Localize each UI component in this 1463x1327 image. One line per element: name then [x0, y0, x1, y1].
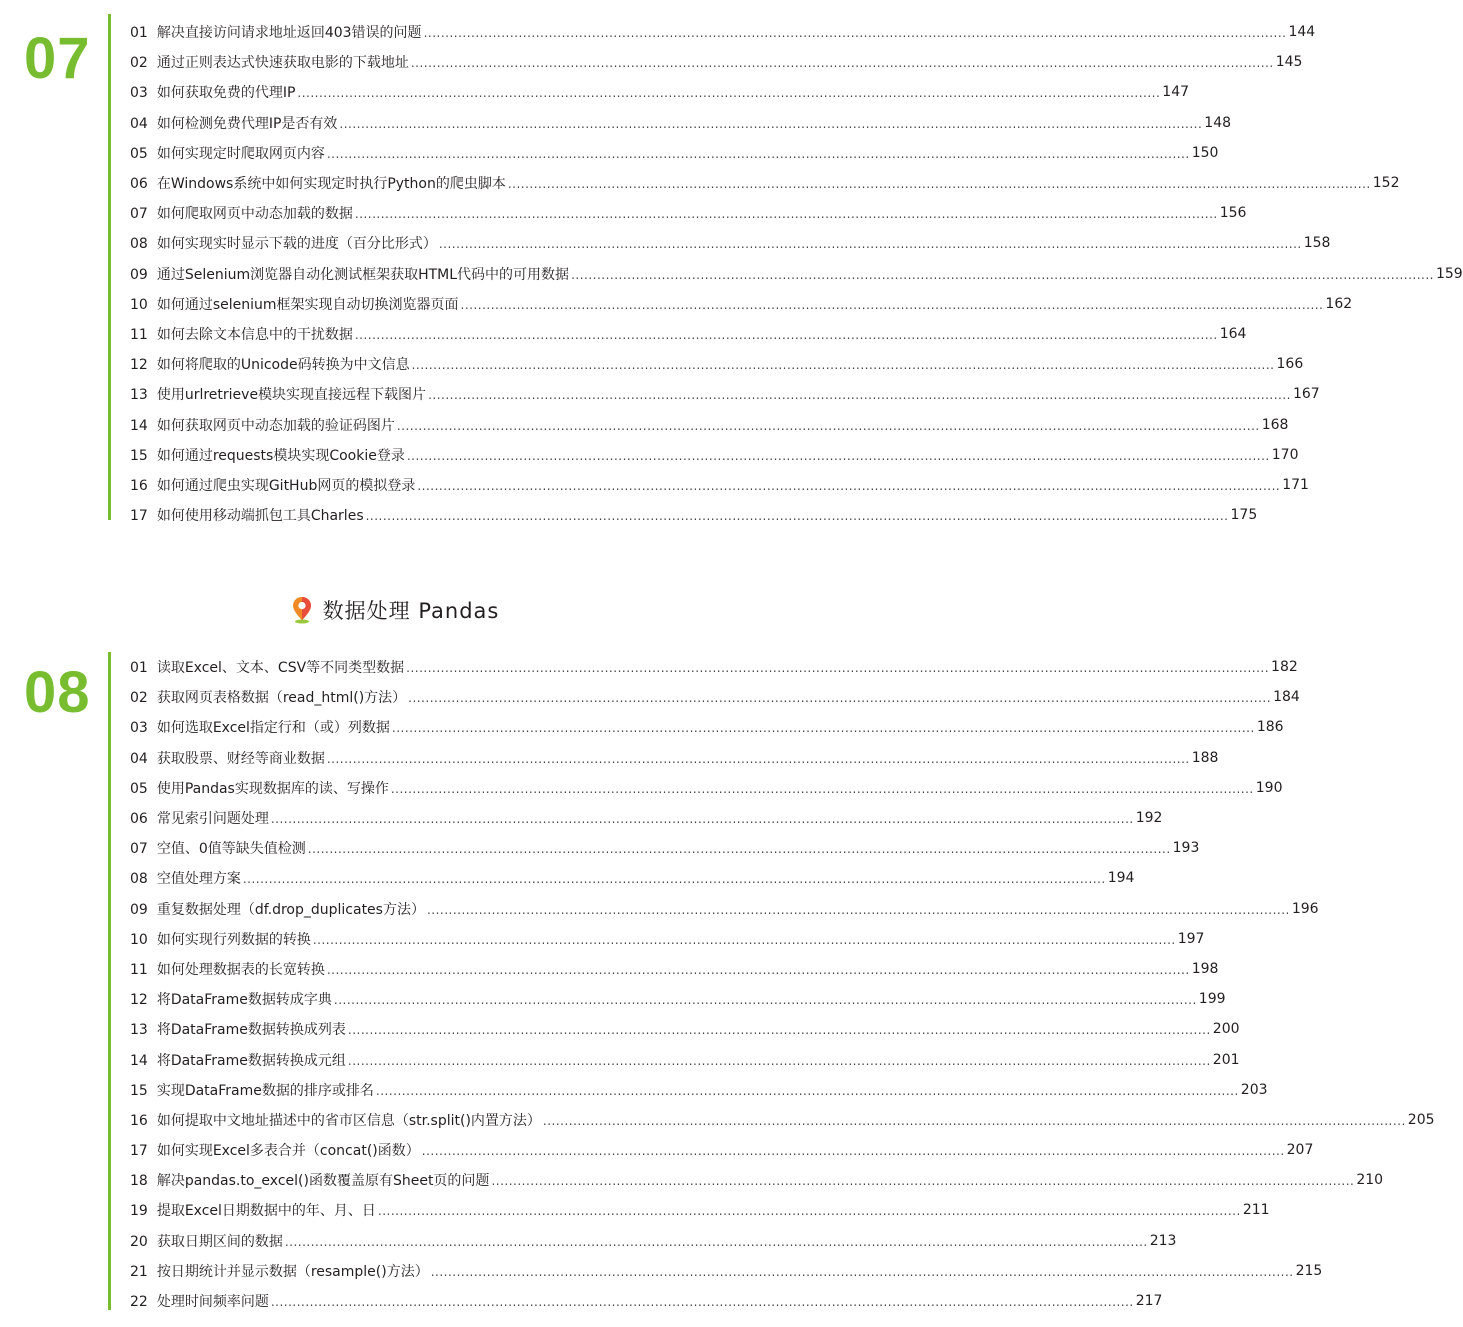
toc-leader-dots: ........................................................................................................................................................................................................ — [270, 1295, 1134, 1310]
toc-entry-number: 05 — [130, 145, 148, 162]
toc-entry-label — [130, 143, 325, 163]
toc-entry — [130, 1105, 1435, 1135]
toc-entry-page: 164 — [1219, 325, 1247, 342]
toc-entry — [130, 1226, 1177, 1256]
toc-entry — [130, 1014, 1240, 1044]
toc-entry — [130, 773, 1283, 803]
toc-entry-number: 01 — [130, 660, 148, 677]
toc-entry-number: 07 — [130, 841, 148, 858]
toc-entry-label — [130, 989, 332, 1009]
toc-entry-page: 196 — [1291, 900, 1319, 917]
toc-entry — [130, 319, 1247, 349]
toc-entry-title: 提取Excel日期数据中的年、月、日 — [156, 1203, 376, 1220]
toc-entry-page: 162 — [1325, 295, 1353, 312]
toc-entry-page: 156 — [1219, 205, 1247, 222]
toc-entry-page: 190 — [1255, 779, 1283, 796]
location-pin-icon — [291, 596, 313, 624]
toc-entry-title: 如何获取网页中动态加载的验证码图片 — [156, 417, 395, 434]
toc-entry-label — [130, 899, 425, 919]
toc-entry-page: 197 — [1177, 930, 1205, 947]
toc-entry-label — [130, 294, 459, 314]
toc-entry-number: 06 — [130, 811, 148, 828]
toc-entry-page: 201 — [1212, 1051, 1240, 1068]
toc-entry-number: 02 — [130, 55, 148, 72]
toc-entry — [130, 168, 1400, 198]
toc-entry-number: 09 — [130, 901, 148, 918]
toc-entry-title: 如何实现行列数据的转换 — [156, 931, 311, 948]
toc-leader-dots: ........................................................................................................................................................................................................ — [507, 177, 1371, 192]
toc-leader-dots: ........................................................................................................................................................................................................ — [307, 842, 1171, 857]
toc-entry-title: 空值处理方案 — [156, 871, 241, 888]
toc-leader-dots: ........................................................................................................................................................................................................ — [326, 751, 1190, 766]
toc-entry — [130, 17, 1316, 47]
toc-leader-dots: ........................................................................................................................................................................................................ — [347, 1053, 1211, 1068]
toc-entry-title: 如何处理数据表的长宽转换 — [156, 961, 325, 978]
toc-entry-page: 152 — [1372, 175, 1400, 192]
toc-entry-page: 188 — [1191, 749, 1219, 766]
toc-entry — [130, 803, 1163, 833]
toc-entry-label — [130, 445, 405, 465]
toc-entry-title: 如何检测免费代理IP是否有效 — [156, 115, 338, 132]
toc-leader-dots: ........................................................................................................................................................................................................ — [375, 1083, 1239, 1098]
toc-entry-label — [130, 113, 337, 133]
toc-entry-title: 使用Pandas实现数据库的读、写操作 — [156, 780, 389, 797]
toc-entry-title: 处理时间频率问题 — [156, 1294, 269, 1311]
toc-leader-dots: ........................................................................................................................................................................................................ — [339, 116, 1203, 131]
toc-leader-dots: ........................................................................................................................................................................................................ — [312, 932, 1176, 947]
toc-entry-title: 如何使用移动端抓包工具Charles — [156, 508, 364, 525]
toc-entry — [130, 863, 1135, 893]
toc-entry-title: 重复数据处理（df.drop_duplicates方法） — [156, 901, 425, 918]
toc-entry-label — [130, 82, 295, 102]
toc-leader-dots: ........................................................................................................................................................................................................ — [421, 1144, 1285, 1159]
toc-entry-number: 18 — [130, 1173, 148, 1190]
toc-entry-page: 158 — [1303, 235, 1331, 252]
toc-entry-title: 如何通过requests模块实现Cookie登录 — [156, 447, 405, 464]
toc-entry-title: 获取日期区间的数据 — [156, 1233, 283, 1250]
toc-entry-number: 22 — [130, 1294, 148, 1311]
toc-entry-label — [130, 687, 406, 707]
chapter-number: 08 — [24, 660, 91, 725]
toc-entry-page: 192 — [1135, 810, 1163, 827]
toc-entry-number: 08 — [130, 871, 148, 888]
toc-entry-title: 通过Selenium浏览器自动化测试框架获取HTML代码中的可用数据 — [156, 266, 570, 283]
toc-leader-dots: ........................................................................................................................................................................................................ — [410, 56, 1274, 71]
toc-list — [130, 17, 1463, 530]
toc-entry — [130, 712, 1284, 742]
toc-entry-number: 06 — [130, 176, 148, 193]
toc-entry — [130, 228, 1331, 258]
toc-leader-dots: ........................................................................................................................................................................................................ — [406, 448, 1270, 463]
toc-entry — [130, 1075, 1268, 1105]
toc-entry-title: 常见索引问题处理 — [156, 811, 269, 828]
toc-leader-dots: ........................................................................................................................................................................................................ — [406, 661, 1270, 676]
toc-entry-page: 170 — [1271, 446, 1299, 463]
toc-entry — [130, 1256, 1323, 1286]
toc-entry-title: 如何获取免费的代理IP — [156, 85, 296, 102]
toc-entry — [130, 259, 1463, 289]
toc-entry-title: 通过正则表达式快速获取电影的下载地址 — [156, 55, 409, 72]
toc-entry-page: 175 — [1230, 507, 1258, 524]
toc-entry-title: 读取Excel、文本、CSV等不同类型数据 — [156, 660, 405, 677]
toc-entry-number: 14 — [130, 1052, 148, 1069]
toc-entry — [130, 77, 1190, 107]
toc-entry-number: 13 — [130, 1022, 148, 1039]
toc-entry-page: 210 — [1356, 1172, 1384, 1189]
toc-entry-title: 将DataFrame数据转换成元组 — [156, 1052, 346, 1069]
toc-entry-number: 20 — [130, 1233, 148, 1250]
toc-leader-dots: ........................................................................................................................................................................................................ — [571, 267, 1434, 282]
toc-entry-label — [130, 717, 390, 737]
toc-entry-label — [130, 778, 389, 798]
toc-entry-number: 04 — [130, 115, 148, 132]
toc-entry-page: 166 — [1276, 356, 1304, 373]
toc-entry-label — [130, 868, 241, 888]
toc-entry-number: 09 — [130, 266, 148, 283]
toc-entry-label — [130, 1291, 269, 1311]
toc-leader-dots: ........................................................................................................................................................................................................ — [396, 418, 1260, 433]
toc-leader-dots: ........................................................................................................................................................................................................ — [347, 1023, 1211, 1038]
toc-entry — [130, 743, 1219, 773]
toc-entry — [130, 682, 1300, 712]
toc-leader-dots: ........................................................................................................................................................................................................ — [377, 1204, 1241, 1219]
toc-entry-label — [130, 203, 353, 223]
toc-entry — [130, 1286, 1163, 1316]
toc-entry — [130, 924, 1205, 954]
toc-entry-number: 16 — [130, 1112, 148, 1129]
toc-leader-dots: ........................................................................................................................................................................................................ — [460, 297, 1324, 312]
toc-leader-dots: ........................................................................................................................................................................................................ — [270, 812, 1134, 827]
toc-entry-number: 15 — [130, 1082, 148, 1099]
toc-entry-number: 11 — [130, 961, 148, 978]
toc-entry — [130, 379, 1320, 409]
toc-entry-title: 如何实现实时显示下载的进度（百分比形式） — [156, 236, 437, 253]
toc-entry-title: 按日期统计并显示数据（resample()方法） — [156, 1263, 429, 1280]
toc-leader-dots: ........................................................................................................................................................................................................ — [542, 1113, 1406, 1128]
toc-entry-page: 200 — [1212, 1021, 1240, 1038]
toc-entry-label — [130, 264, 569, 284]
toc-entry-title: 在Windows系统中如何实现定时执行Python的爬虫脚本 — [156, 176, 506, 193]
toc-entry-title: 空值、0值等缺失值检测 — [156, 841, 306, 858]
toc-entry — [130, 1195, 1270, 1225]
toc-entry-page: 144 — [1288, 24, 1316, 41]
toc-entry-number: 02 — [130, 690, 148, 707]
toc-entry-title: 将DataFrame数据转换成列表 — [156, 1022, 346, 1039]
toc-entry-title: 使用urlretrieve模块实现直接远程下载图片 — [156, 387, 427, 404]
toc-entry-title: 将DataFrame数据转成字典 — [156, 992, 332, 1009]
toc-entry-label — [130, 748, 325, 768]
toc-entry-title: 解决pandas.to_excel()函数覆盖原有Sheet页的问题 — [156, 1173, 490, 1190]
toc-entry — [130, 1044, 1240, 1074]
toc-entry-label — [130, 808, 269, 828]
toc-entry-label — [130, 1050, 346, 1070]
toc-leader-dots: ........................................................................................................................................................................................................ — [326, 146, 1190, 161]
toc-entry-number: 17 — [130, 508, 148, 525]
toc-entry-page: 171 — [1282, 476, 1309, 493]
toc-entry — [130, 138, 1219, 168]
toc-entry-page: 194 — [1107, 870, 1135, 887]
toc-entry-page: 211 — [1242, 1202, 1270, 1219]
toc-leader-dots: ........................................................................................................................................................................................................ — [242, 872, 1106, 887]
toc-leader-dots: ........................................................................................................................................................................................................ — [423, 26, 1287, 41]
toc-entry-page: 147 — [1162, 84, 1190, 101]
toc-entry-label — [130, 324, 353, 344]
toc-entry-title: 如何实现Excel多表合并（concat()函数） — [156, 1143, 420, 1160]
toc-entry-label — [130, 929, 311, 949]
chapter-number: 07 — [24, 26, 91, 91]
toc-entry-page: 145 — [1275, 54, 1303, 71]
toc-entry-number: 10 — [130, 931, 148, 948]
toc-entry — [130, 289, 1353, 319]
toc-entry-number: 05 — [130, 780, 148, 797]
toc-entry-title: 获取股票、财经等商业数据 — [156, 750, 325, 767]
toc-entry-number: 01 — [130, 25, 148, 42]
toc-entry-page: 217 — [1135, 1293, 1163, 1310]
toc-entry-label — [130, 838, 306, 858]
toc-entry-number: 16 — [130, 477, 148, 494]
toc-entry-page: 159 — [1435, 265, 1463, 282]
toc-entry-number: 04 — [130, 750, 148, 767]
toc-list — [130, 652, 1435, 1316]
toc-entry-label — [130, 1110, 541, 1130]
toc-entry-number: 15 — [130, 447, 148, 464]
toc-entry-page: 148 — [1204, 114, 1232, 131]
toc-entry-number: 14 — [130, 417, 148, 434]
toc-entry-page: 198 — [1191, 960, 1219, 977]
toc-leader-dots: ........................................................................................................................................................................................................ — [411, 358, 1275, 373]
toc-entry-title: 如何提取中文地址描述中的省市区信息（str.split()内置方法） — [156, 1112, 541, 1129]
toc-leader-dots: ........................................................................................................................................................................................................ — [333, 993, 1197, 1008]
section-header — [0, 590, 790, 630]
toc-entry-number: 03 — [130, 720, 148, 737]
toc-entry-page: 186 — [1256, 719, 1284, 736]
toc-entry-label — [130, 52, 409, 72]
toc-leader-dots: ........................................................................................................................................................................................................ — [391, 721, 1255, 736]
toc-entry-number: 07 — [130, 206, 148, 223]
toc-entry-page: 168 — [1261, 416, 1289, 433]
toc-entry-label — [130, 505, 364, 525]
toc-entry-title: 实现DataFrame数据的排序或排名 — [156, 1082, 374, 1099]
toc-entry-page: 184 — [1273, 689, 1300, 706]
toc-entry-page: 199 — [1198, 991, 1226, 1008]
toc-entry — [130, 470, 1309, 500]
toc-entry-number: 21 — [130, 1263, 148, 1280]
toc-entry-label — [130, 657, 404, 677]
toc-entry — [130, 409, 1289, 439]
toc-leader-dots: ........................................................................................................................................................................................................ — [284, 1234, 1148, 1249]
toc-entry-title: 如何将爬取的Unicode码转换为中文信息 — [156, 357, 410, 374]
toc-entry-page: 213 — [1149, 1232, 1177, 1249]
toc-entry-number: 10 — [130, 296, 148, 313]
toc-entry — [130, 47, 1303, 77]
chapter-divider-bar — [108, 652, 111, 1310]
toc-entry-number: 19 — [130, 1203, 148, 1220]
section-title: 数据处理 Pandas — [322, 599, 500, 623]
toc-entry-page: 207 — [1286, 1142, 1314, 1159]
toc-leader-dots: ........................................................................................................................................................................................................ — [430, 1264, 1294, 1279]
toc-leader-dots: ........................................................................................................................................................................................................ — [354, 207, 1218, 222]
toc-leader-dots: ........................................................................................................................................................................................................ — [354, 327, 1218, 342]
toc-entry — [130, 440, 1299, 470]
toc-entry-title: 获取网页表格数据（read_html()方法） — [156, 690, 407, 707]
toc-entry-number: 12 — [130, 992, 148, 1009]
toc-entry-label — [130, 22, 422, 42]
toc-entry-label — [130, 1140, 420, 1160]
toc-entry — [130, 894, 1319, 924]
toc-entry-label — [130, 1080, 374, 1100]
toc-leader-dots: ........................................................................................................................................................................................................ — [390, 781, 1254, 796]
toc-entry-label — [130, 1231, 283, 1251]
toc-entry-label — [130, 959, 325, 979]
toc-entry — [130, 984, 1226, 1014]
toc-leader-dots: ........................................................................................................................................................................................................ — [365, 509, 1229, 524]
toc-leader-dots: ........................................................................................................................................................................................................ — [428, 388, 1291, 403]
toc-entry-title: 如何爬取网页中动态加载的数据 — [156, 206, 353, 223]
toc-leader-dots: ........................................................................................................................................................................................................ — [326, 962, 1190, 977]
toc-entry-page: 182 — [1271, 659, 1298, 676]
toc-entry — [130, 1165, 1384, 1195]
toc-entry-label — [130, 1170, 489, 1190]
toc-entry — [130, 198, 1247, 228]
toc-entry — [130, 833, 1200, 863]
toc-entry-page: 205 — [1407, 1111, 1435, 1128]
toc-entry — [130, 1135, 1314, 1165]
toc-entry-label — [130, 1019, 346, 1039]
toc-entry-page: 167 — [1292, 386, 1320, 403]
toc-entry-label — [130, 384, 426, 404]
toc-leader-dots: ........................................................................................................................................................................................................ — [417, 478, 1281, 493]
toc-entry-label — [130, 415, 395, 435]
toc-entry-number: 03 — [130, 85, 148, 102]
toc-entry-label — [130, 1200, 376, 1220]
toc-entry-page: 150 — [1191, 144, 1219, 161]
toc-entry-title: 如何通过selenium框架实现自动切换浏览器页面 — [156, 296, 459, 313]
toc-entry-number: 12 — [130, 357, 148, 374]
toc-entry-page: 193 — [1172, 840, 1200, 857]
toc-entry — [130, 652, 1298, 682]
toc-leader-dots: ........................................................................................................................................................................................................ — [491, 1174, 1355, 1189]
toc-entry-title: 如何实现定时爬取网页内容 — [156, 145, 325, 162]
toc-entry-number: 11 — [130, 326, 148, 343]
toc-leader-dots: ........................................................................................................................................................................................................ — [408, 691, 1272, 706]
toc-entry-title: 解决直接访问请求地址返回403错误的问题 — [156, 25, 422, 42]
toc-entry-number: 17 — [130, 1143, 148, 1160]
toc-leader-dots: ........................................................................................................................................................................................................ — [426, 902, 1290, 917]
toc-entry-label — [130, 233, 437, 253]
toc-entry-label — [130, 354, 410, 374]
toc-entry — [130, 349, 1304, 379]
toc-leader-dots: ........................................................................................................................................................................................................ — [438, 237, 1302, 252]
chapter-divider-bar — [108, 14, 111, 520]
toc-entry — [130, 500, 1258, 530]
toc-entry — [130, 954, 1219, 984]
toc-entry-label — [130, 475, 415, 495]
toc-entry-title: 如何通过爬虫实现GitHub网页的模拟登录 — [156, 477, 416, 494]
toc-leader-dots: ........................................................................................................................................................................................................ — [297, 86, 1161, 101]
toc-entry-page: 203 — [1240, 1081, 1268, 1098]
toc-entry-number: 13 — [130, 387, 148, 404]
toc-entry-label — [130, 173, 506, 193]
toc-entry-title: 如何去除文本信息中的干扰数据 — [156, 326, 353, 343]
toc-entry-title: 如何选取Excel指定行和（或）列数据 — [156, 720, 390, 737]
toc-entry — [130, 108, 1232, 138]
toc-entry-label — [130, 1261, 429, 1281]
toc-entry-number: 08 — [130, 236, 148, 253]
toc-entry-page: 215 — [1295, 1262, 1323, 1279]
